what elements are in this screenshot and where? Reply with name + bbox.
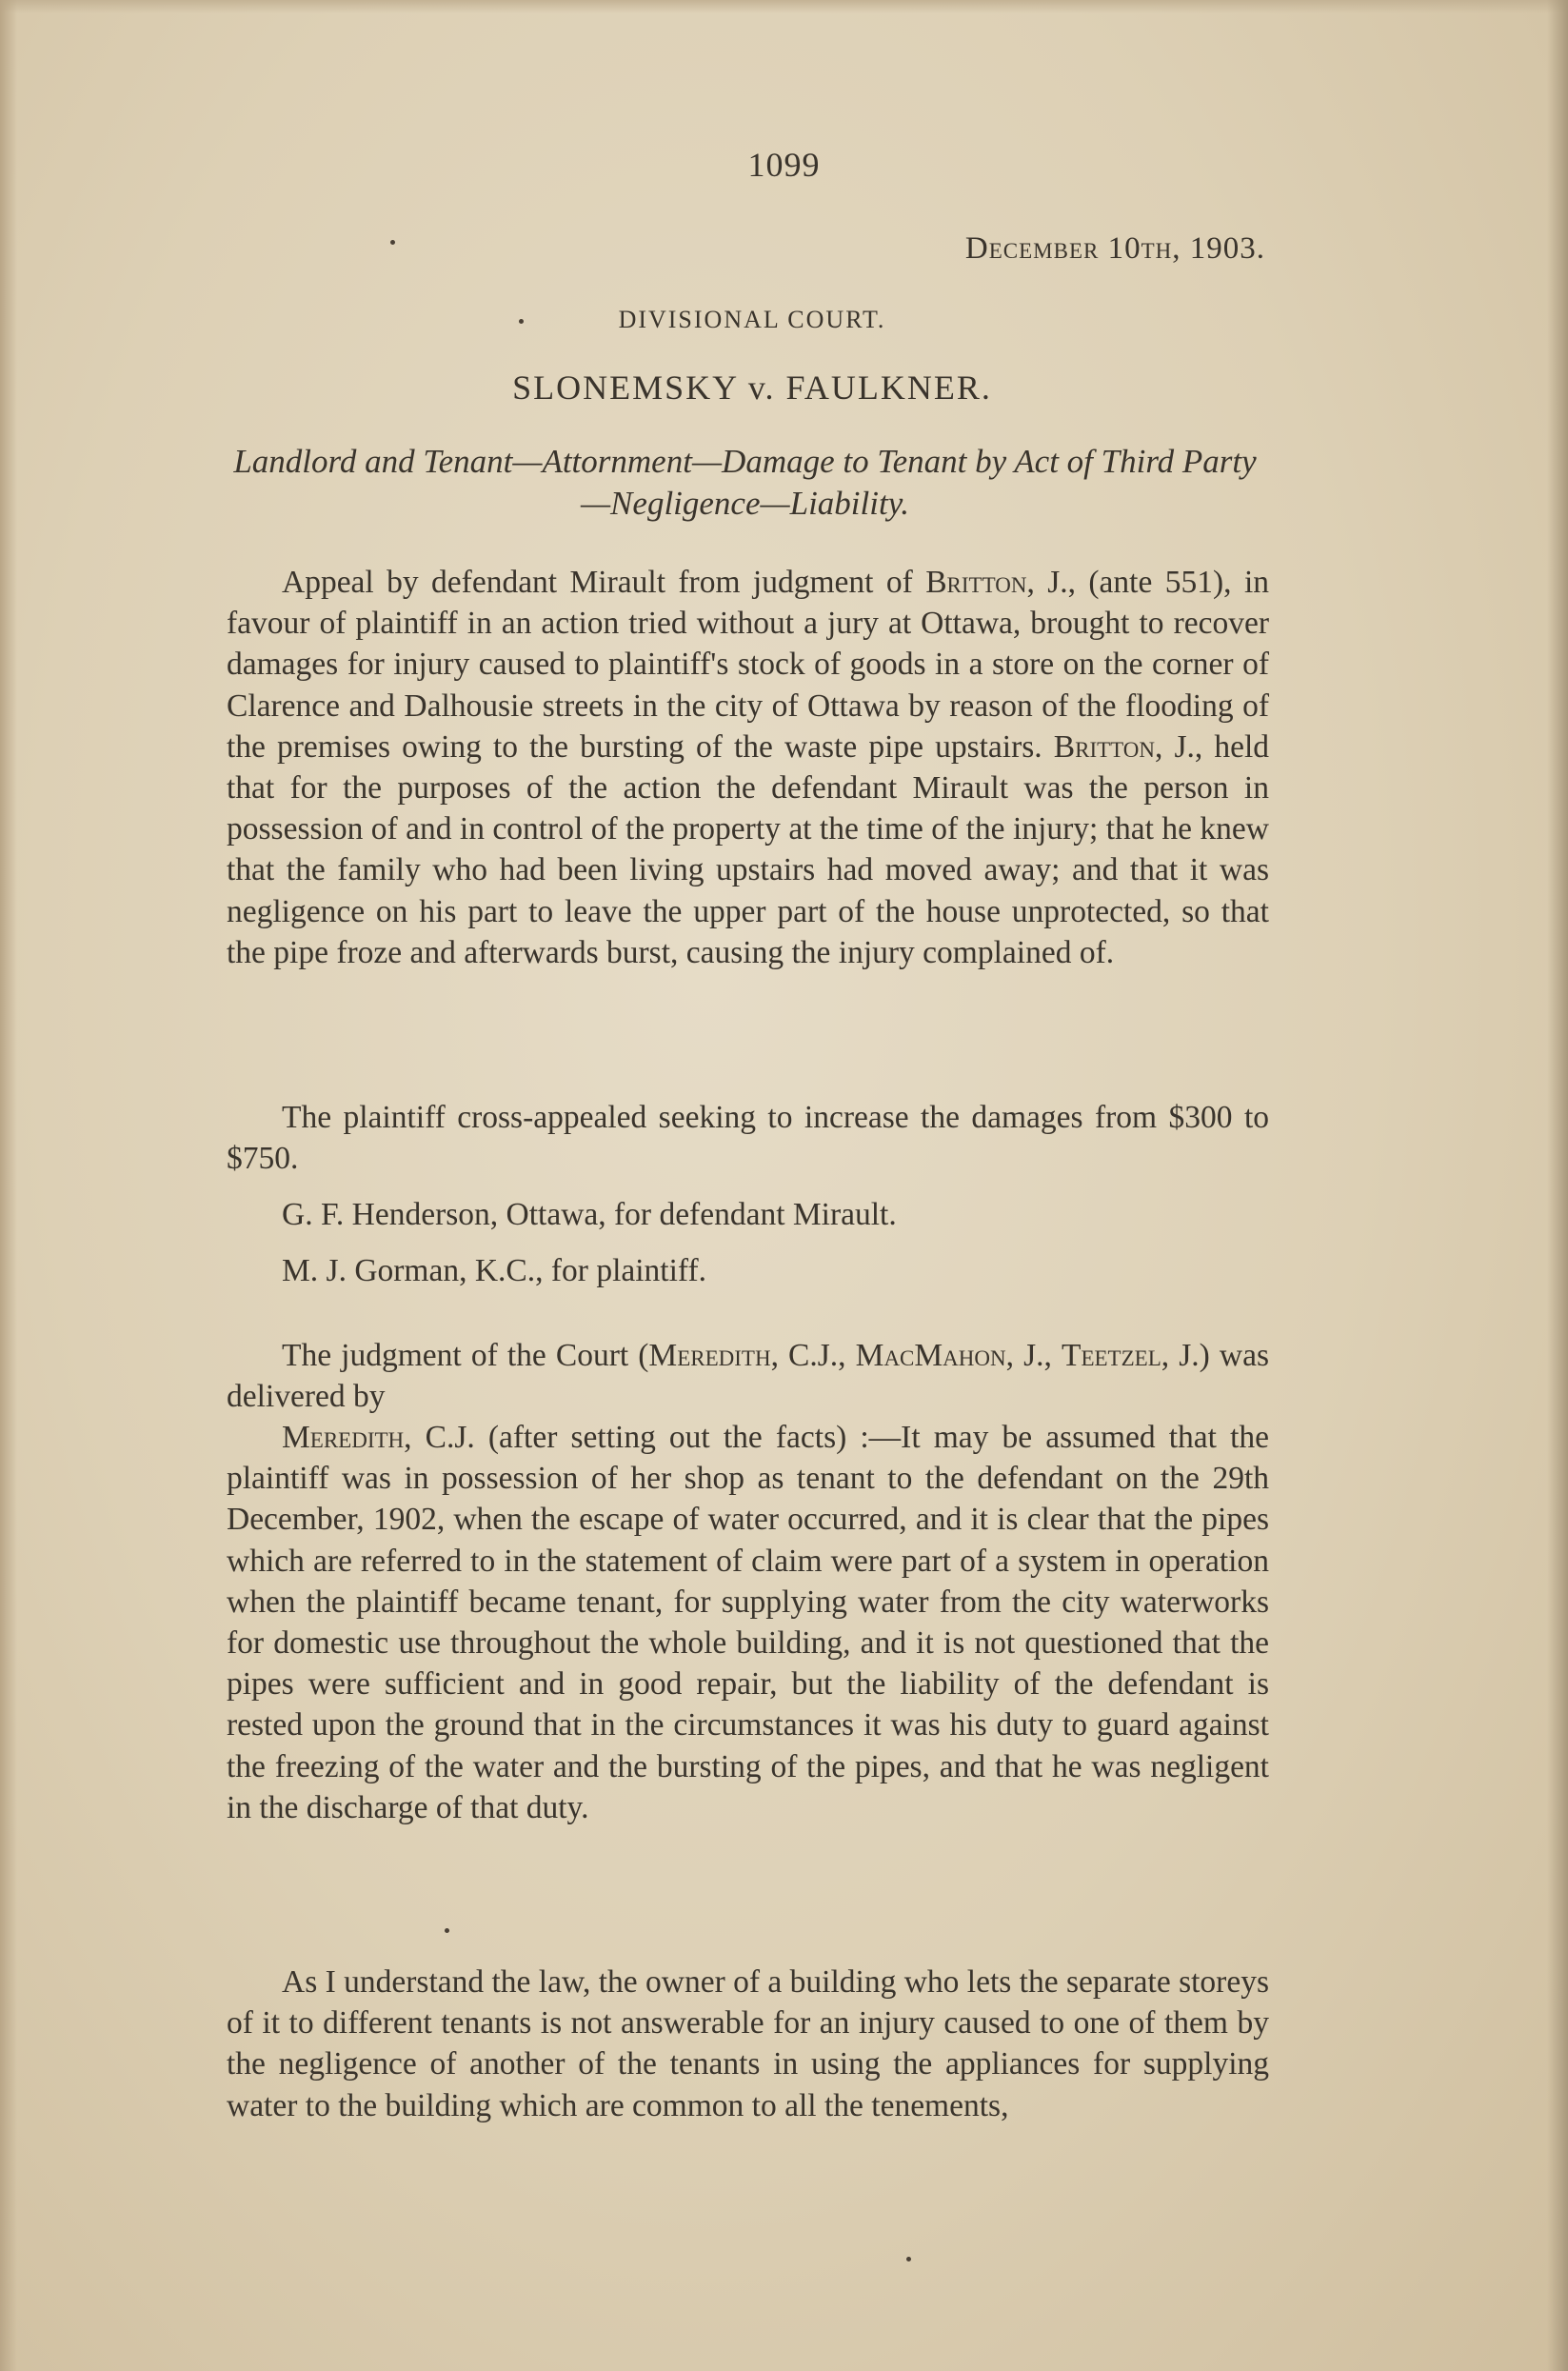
- case-title: SLONEMSKY v. FAULKNER.: [512, 369, 992, 407]
- opinion-paragraph-1: [227, 1417, 1269, 1828]
- judge-name: Meredith: [648, 1338, 771, 1373]
- intro-text-4: , J.) was delivered by: [227, 1338, 1269, 1415]
- judge-name: Meredith: [282, 1420, 405, 1455]
- headnote: Landlord and Tenant—Attornment—Damage to Tenant by Act of Third Party—Negligence—Liability.: [233, 443, 1257, 522]
- page-number: 1099: [747, 146, 821, 184]
- opinion-paragraph-2: As I understand the law, the owner of a building who lets the separate storeys of it to different tenants is not answerable for an injury caused to one of them by the negligence of another of the tenants in using the appliances for supplying water to the building which are common to all the tenements,: [227, 1964, 1269, 2123]
- decision-date: December 10th, 1903.: [964, 231, 1265, 266]
- print-speck: [390, 240, 395, 245]
- intro-text-1: The judgment of the Court (: [282, 1338, 649, 1373]
- appeal-text-2: , J., (ante 551), in favour of plaintiff in an action tried without a jury at Ottawa, brought to recover damages for injury caused to plaintiff's stock of goods in a store on the corner of Clarence and Dalhousie streets in the city of Ottawa by reason of the flooding of the premises owing to the bursting of the waste pipe upstairs.: [227, 565, 1270, 765]
- court-name: DIVISIONAL COURT.: [618, 306, 886, 333]
- opinion-text-1: , C.J. (after setting out the facts) :—It may be assumed that the plaintiff was in possession of her shop as tenant to the defendant on the 29th December, 1902, when the escape of water occurred, and it is clear that the pipes which are referred to in the statement of claim were part of a system in operation when the plaintiff became tenant, for supplying water from the city waterworks for domestic use throughout the whole building, and it is not questioned that the pipes were sufficient and in good repair, but the liability of the defendant is rested upon the ground that in the circumstances it was his duty to guard against the freezing of the water and the bursting of the pipes, and that he was negligent in the discharge of that duty.: [227, 1420, 1269, 1825]
- appeal-text-1: Appeal by defendant Mirault from judgment of: [282, 565, 926, 600]
- print-speck: [519, 319, 524, 324]
- print-speck: [445, 1928, 449, 1933]
- intro-text-3: , J.,: [1005, 1338, 1062, 1373]
- counsel-defendant: G. F. Henderson, Ottawa, for defendant Mirault.: [282, 1197, 897, 1232]
- counsel-plaintiff: M. J. Gorman, K.C., for plaintiff.: [282, 1253, 707, 1288]
- intro-text-2: , C.J.,: [770, 1338, 856, 1373]
- appeal-paragraph: [227, 562, 1269, 973]
- judge-name: Britton: [1053, 728, 1156, 765]
- page-edge-top: [0, 0, 1568, 13]
- page-edge-right: [1547, 0, 1568, 2371]
- judge-name: MacMahon: [855, 1338, 1006, 1373]
- print-speck: [906, 2257, 911, 2261]
- page-edge-left: [0, 0, 17, 2371]
- judgment-intro: [227, 1335, 1269, 1417]
- judge-name: Britton: [925, 565, 1027, 600]
- appeal-text-3: , J., held that for the purposes of the action the defendant Mirault was the person in possession of and in control of the property at the time of the injury; that he knew that the family who had been living upstairs had moved away; and that it was negligence on his part to leave the upper part of the house unprotected, so that the pipe froze and afterwards burst, causing the injury complained of.: [227, 728, 1270, 970]
- judge-name: Teetzel: [1061, 1338, 1161, 1373]
- cross-appeal-paragraph: The plaintiff cross-appealed seeking to increase the damages from $300 to $750.: [227, 1100, 1269, 1177]
